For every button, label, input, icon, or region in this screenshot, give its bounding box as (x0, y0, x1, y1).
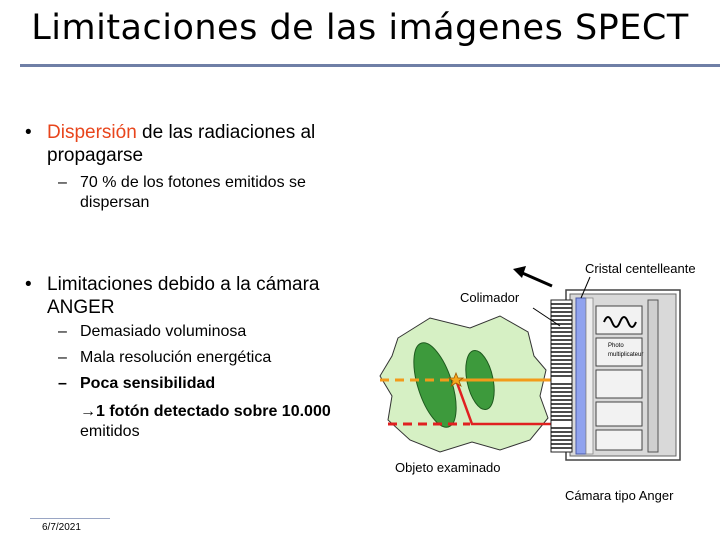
sub1-line1: 70 % de los fotones emitidos se (80, 174, 306, 191)
slide-title: Limitaciones de las imágenes SPECT (31, 8, 689, 48)
sub-text: Demasiado voluminosa (80, 323, 247, 340)
highlight-dispersion: Dispersión (47, 122, 137, 143)
examined-object (380, 316, 548, 452)
detail-bold: sobre 10.000 (233, 403, 331, 420)
photomultiplier-tube (596, 306, 642, 334)
photomultiplier-tube (596, 430, 642, 450)
footer-rule (30, 518, 110, 519)
photo-line1: Photo (608, 343, 624, 349)
detail-prefix: 1 fotón detectado (96, 403, 234, 420)
label-crystal: Cristal centelleante (585, 261, 696, 276)
sub-marker: – (58, 174, 67, 191)
bullet1-text: de las radiaciones al (136, 122, 316, 143)
sub-text: Mala resolución energética (80, 349, 272, 366)
scintillation-crystal (576, 298, 586, 454)
sub1-line2: dispersan (80, 194, 150, 211)
bullet-marker: • (25, 122, 32, 143)
sub-marker: – (58, 375, 67, 392)
bullet2-line2: ANGER (47, 297, 115, 318)
photo-line2: multiplicateur (608, 352, 644, 358)
bullet-marker: • (25, 274, 32, 295)
slide-date: 6/7/2021 (42, 522, 81, 533)
detail-line2: emitidos (80, 423, 140, 440)
direction-arrow-icon (513, 266, 526, 278)
label-camera: Cámara tipo Anger (565, 488, 674, 503)
sub-text: Poca sensibilidad (80, 375, 216, 392)
label-collimator: Colimador (460, 290, 520, 305)
bullet1-text-line2: propagarse (47, 145, 144, 166)
sub-marker: – (58, 349, 67, 366)
sub-marker: – (58, 323, 67, 340)
bullet2-line1: Limitaciones debido a la cámara (47, 274, 320, 295)
label-photomultiplier (608, 342, 643, 360)
photomultiplier-tube (596, 402, 642, 426)
arrow-right-icon: → (80, 403, 96, 420)
photomultiplier-tube (596, 370, 642, 398)
label-object: Objeto examinado (395, 460, 501, 475)
